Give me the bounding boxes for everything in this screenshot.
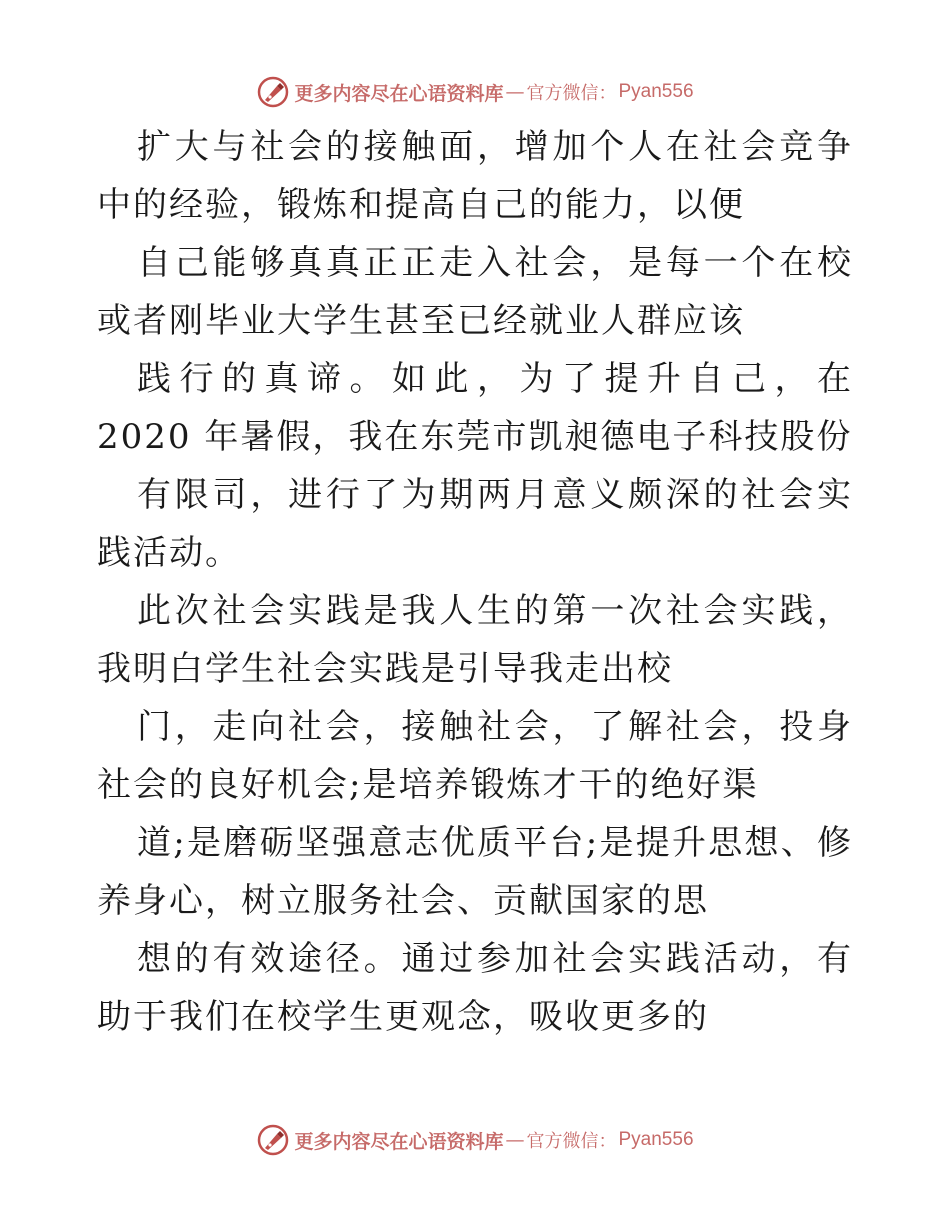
pen-nib-logo-icon [256, 1123, 290, 1157]
paragraph-3: 践行的真谛。如此，为了提升自己，在 2020 年暑假，我在东莞市凯昶德电子科技股份 [97, 359, 853, 457]
paragraph-1: 扩大与社会的接触面，增加个人在社会竞争中的经验，锻炼和提高自己的能力，以便 [97, 127, 853, 225]
footer-brand-text: 更多内容尽在心语资料库 [294, 1130, 504, 1153]
paragraph-8: 想的有效途径。通过参加社会实践活动，有助于我们在校学生更观念，吸收更多的 [97, 939, 853, 1037]
footer-wechat-id: Pyan556 [618, 1129, 694, 1150]
header-dash: — [505, 81, 525, 103]
paragraph-7: 道;是磨砺坚强意志优质平台;是提升思想、修养身心，树立服务社会、贡献国家的思 [97, 823, 853, 921]
pen-nib-logo-icon [256, 75, 290, 109]
header-wechat-id: Pyan556 [618, 81, 694, 102]
paragraph-4: 有限司，进行了为期两月意义颇深的社会实践活动。 [97, 475, 853, 573]
footer-dash: — [505, 1129, 525, 1151]
footer-banner [0, 1118, 950, 1162]
paragraph-5: 此次社会实践是我人生的第一次社会实践，我明白学生社会实践是引导我走出校 [97, 591, 853, 689]
document-body [97, 118, 853, 1046]
header-banner [0, 70, 950, 114]
paragraph-6: 门，走向社会，接触社会，了解社会，投身社会的良好机会;是培养锻炼才干的绝好渠 [97, 707, 853, 805]
paragraph-2: 自己能够真真正正走入社会，是每一个在校或者刚毕业大学生甚至已经就业人群应该 [97, 243, 853, 341]
header-brand-text: 更多内容尽在心语资料库 [294, 82, 504, 105]
header-wechat-label: 官方微信： [526, 83, 617, 104]
footer-wechat-label: 官方微信： [526, 1131, 617, 1152]
